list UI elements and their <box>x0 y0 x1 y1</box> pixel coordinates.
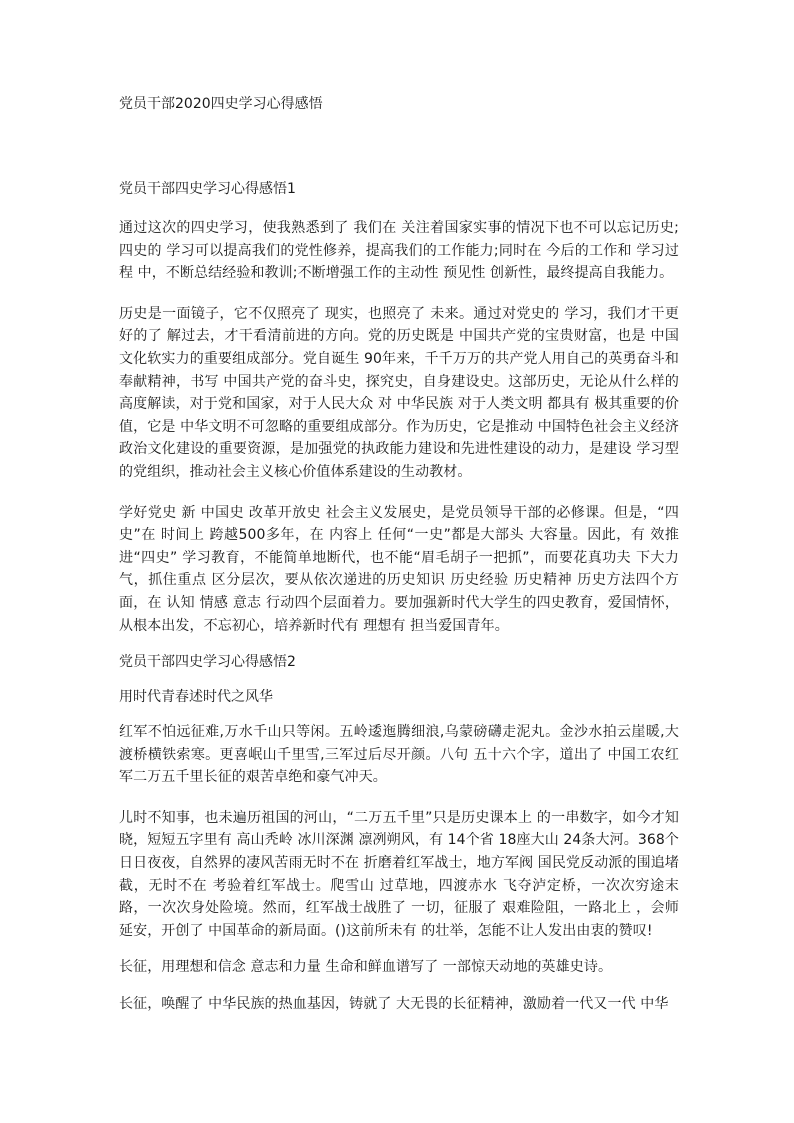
section-1-heading: 党员干部四史学习心得感悟1 <box>119 181 296 197</box>
paragraph: 历史是一面镜子，它不仅照亮了 现实，也照亮了 未来。通过对党史的 学习，我们才干更好的了 解过去，才干看清前进的方向。党的历史既是 中国共产党的宝贵财富，也是 中国文化软实力的重要组成部分。党自诞生 90年来，千千万万的共产党人用自己的英勇奋斗和奉献精神，书写 中国共产党的奋斗史，探究史，自身建设史。这部历史，无论从什么样的高度解读，对于党和国家，对于人民大众 对 中华民族 对于人类文明 都具有 极其重要的价值，它是 中华文明不可忽略的重要组成部分。作为历史，它是推动 中国特色社会主义经济政治文化建设的重要资源，是加强党的执政能力建设和先进性建设的动力，是建设 学习型的党组织，推动社会主义核心价值体系建设的生动教材。 <box>119 305 679 480</box>
paragraph: 通过这次的四史学习，使我熟悉到了 我们在 关注着国家实事的情况下也不可以忘记历史;四史的 学习可以提高我们的党性修养，提高我们的工作能力;同时在 今后的工作和 学习过程 中，不断总结经验和教训;不断增强工作的主动性 预见性 创新性，最终提高自我能力。 <box>119 220 679 282</box>
paragraph: 儿时不知事，也未遍历祖国的河山，“二万五千里”只是历史课本上 的一串数字，如今才知晓，短短五字里有 高山秃岭 冰川深渊 凛冽朔风，有 14个省 18座大山 24条大河。368个日日夜夜，自然界的凄风苦雨无时不在 折磨着红军战士，地方军阀 国民党反动派的围追堵截，无时不在 考验着红军战士。爬雪山 过草地，四渡赤水 飞夺泸定桥，一次次穷途末路，一次次身处险境。然而，红军战士战胜了 一切，征服了 艰难险阻，一路北上 ，会师延安，开创了 中国革命的新局面。()这前所未有 的壮举，怎能不让人发出由衷的赞叹! <box>119 809 679 939</box>
paragraph: 长征，用理想和信念 意志和力量 生命和鲜血谱写了 一部惊天动地的英雄史诗。 <box>119 959 613 976</box>
paragraph: 红军不怕远征难,万水千山只等闲。五岭逶迤腾细浪,乌蒙磅礴走泥丸。金沙水拍云崖暖,大渡桥横铁索寒。更喜岷山千里雪,三军过后尽开颜。八句 五十六个字，道出了 中国工农红军二万五千里长征的艰苦卓绝和豪气冲天。 <box>119 724 679 786</box>
section-2-heading: 党员干部四史学习心得感悟2 <box>119 654 296 671</box>
section-2-subheading: 用时代青春述时代之风华 <box>119 689 273 706</box>
paragraph: 学好党史 新 中国史 改革开放史 社会主义发展史，是党员领导干部的必修课。但是，“四史”在 时间上 跨越500多年，在 内容上 任何“一史”都是大部头 大容量。因此，有 效推进“四史” 学习教育，不能简单地断代，也不能“眉毛胡子一把抓”，而要花真功夫 下大力气，抓住重点 区分层次，要从依次递进的历史知识 历史经验 历史精神 历史方法四个方面，在 认知 情感 意志 行动四个层面着力。要加强新时代大学生的四史教育，爱国情怀，从根本出发，不忘初心，培养新时代有 理想有 担当爱国青年。 <box>119 504 679 634</box>
document-title: 党员干部2020四史学习心得感悟 <box>119 96 323 112</box>
paragraph: 长征，唤醒了 中华民族的热血基因，铸就了 大无畏的长征精神，激励着一代又一代 中华 <box>119 996 669 1013</box>
document-body <box>119 178 679 1030</box>
